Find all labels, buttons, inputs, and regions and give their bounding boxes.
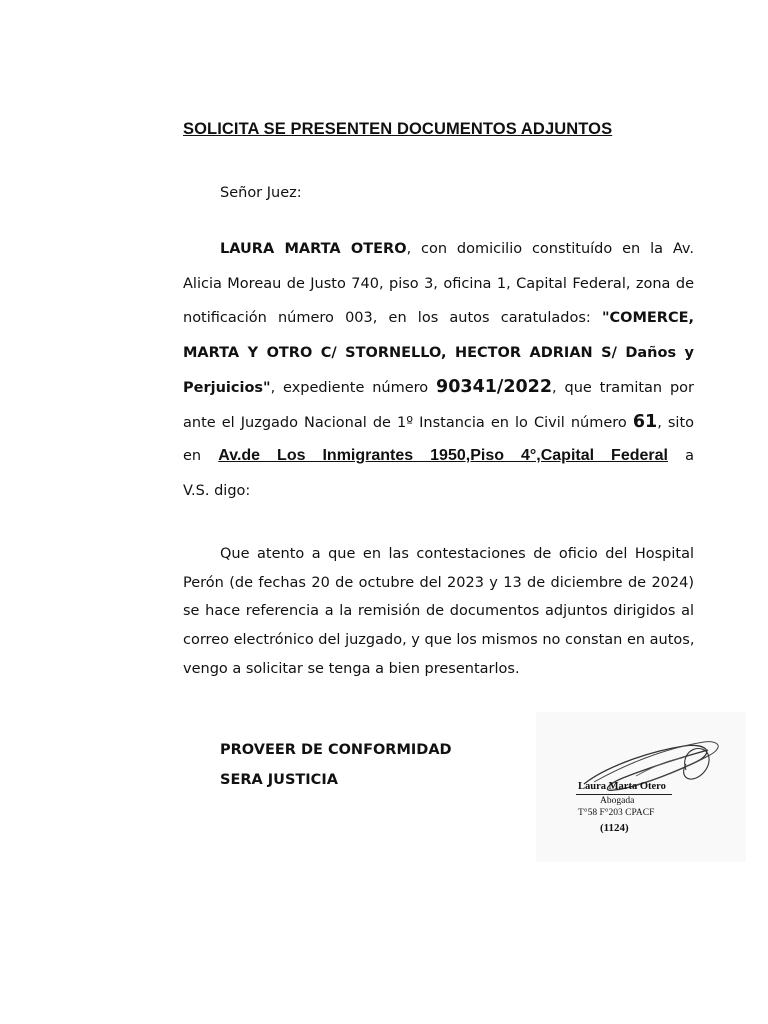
paragraph-presentation: [183, 232, 694, 508]
paragraph-line: ante el Juzgado Nacional de 1º Instancia en lo Civil número 61, sito: [183, 411, 695, 432]
paragraph-line: LAURA MARTA OTERO, con domicilio constituído en la Av.: [220, 241, 694, 257]
signature-registration: T°58 F°203 CPACF: [578, 808, 655, 818]
paragraph-line: Perón (de fechas 20 de octubre del 2023 y 13 de diciembre de 2024): [183, 574, 694, 591]
paragraph-line: Perjuicios", expediente número 90341/2022, que tramitan por: [183, 377, 695, 397]
signature-name: Laura Marta Otero: [578, 781, 666, 792]
document-title: SOLICITA SE PRESENTEN DOCUMENTOS ADJUNTOS: [183, 120, 613, 138]
paragraph-line: [183, 336, 694, 371]
expediente-number: 90341/2022: [436, 377, 553, 397]
paragraph-line: se hace referencia a la remisión de documentos adjuntos dirigidos al: [183, 603, 694, 620]
paragraph-line: V.S. digo:: [183, 482, 251, 499]
signature-block: [536, 712, 746, 862]
paragraph-request: [183, 540, 694, 683]
court-number: 61: [632, 411, 658, 432]
closing-line-proveer: PROVEER DE CONFORMIDAD: [220, 742, 452, 758]
paragraph-line: correo electrónico del juzgado, y que los mismos no constan en autos,: [183, 632, 695, 649]
paragraph-line: vengo a solicitar se tenga a bien presentarlos.: [183, 660, 520, 677]
paragraph-line: Alicia Moreau de Justo 740, piso 3, oficina 1, Capital Federal, zona de: [183, 275, 694, 292]
case-caption: "COMERCE,: [601, 310, 695, 326]
signature-number: (1124): [600, 822, 629, 834]
paragraph-line: Que atento a que en las contestaciones de oficio del Hospital: [220, 546, 694, 562]
closing-line-justicia: SERA JUSTICIA: [220, 772, 338, 788]
court-address: Av.de Los Inmigrantes 1950,Piso 4°,Capital Federal: [218, 447, 668, 464]
greeting: Señor Juez:: [220, 185, 302, 201]
paragraph-line: notificación número 003, en los autos caratulados: "COMERCE,: [183, 310, 695, 326]
signature-rule: [576, 794, 672, 795]
case-caption: Perjuicios": [183, 380, 271, 396]
signature-role: Abogada: [600, 796, 635, 806]
party-name: LAURA MARTA OTERO: [220, 241, 407, 257]
case-caption: MARTA Y OTRO C/ STORNELLO, HECTOR ADRIAN S/ Daños y: [183, 344, 694, 361]
paragraph-line: en Av.de Los Inmigrantes 1950,Piso 4°,Capital Federal a: [183, 447, 695, 464]
